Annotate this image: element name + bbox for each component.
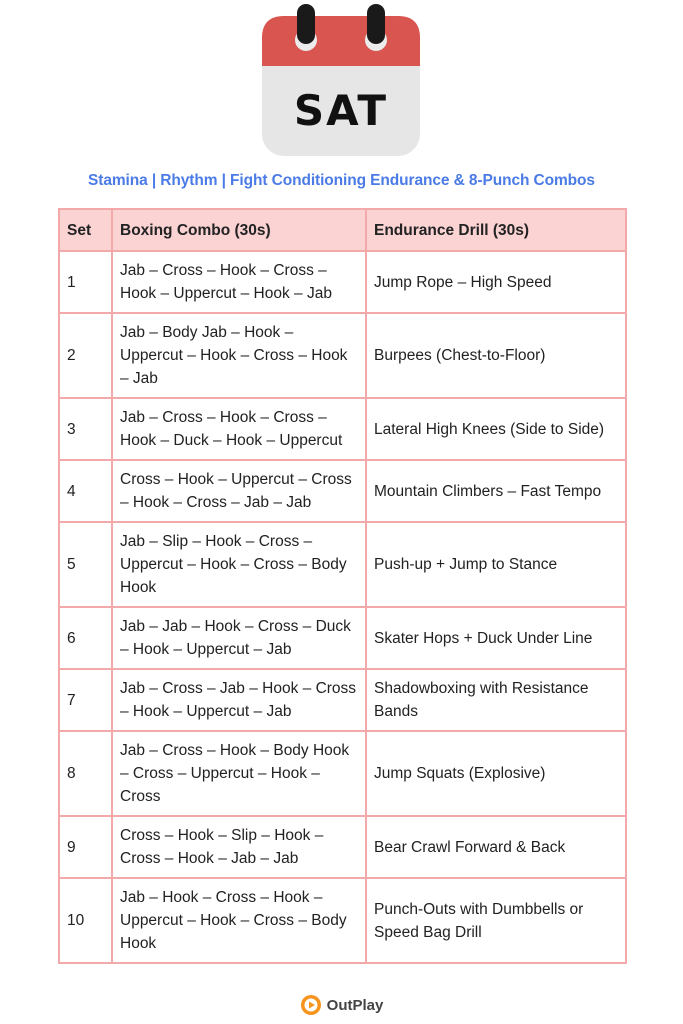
boxing-combo: Jab – Cross – Hook – Cross – Hook – Uppercut – Hook – Jab — [112, 251, 366, 313]
boxing-combo: Jab – Body Jab – Hook – Uppercut – Hook – Cross – Hook – Jab — [112, 313, 366, 398]
boxing-combo: Cross – Hook – Uppercut – Cross – Hook – Cross – Jab – Jab — [112, 460, 366, 522]
endurance-drill: Punch-Outs with Dumbbells or Speed Bag Drill — [366, 878, 626, 963]
boxing-combo: Jab – Cross – Hook – Cross – Hook – Duck – Hook – Uppercut — [112, 398, 366, 460]
table-row — [59, 607, 626, 669]
calendar-day: SAT — [293, 86, 389, 135]
set-number: 6 — [59, 607, 112, 669]
outplay-logo-icon — [300, 994, 322, 1016]
workout-table — [58, 208, 627, 964]
header-combo: Boxing Combo (30s) — [112, 209, 366, 251]
brand-name: OutPlay — [326, 996, 384, 1014]
endurance-drill: Jump Squats (Explosive) — [366, 731, 626, 816]
endurance-drill: Skater Hops + Duck Under Line — [366, 607, 626, 669]
table-header-row — [59, 209, 626, 251]
calendar-icon — [262, 4, 420, 156]
set-number: 4 — [59, 460, 112, 522]
endurance-drill: Burpees (Chest-to-Floor) — [366, 313, 626, 398]
set-number: 2 — [59, 313, 112, 398]
endurance-drill: Jump Rope – High Speed — [366, 251, 626, 313]
set-number: 1 — [59, 251, 112, 313]
endurance-drill: Mountain Climbers – Fast Tempo — [366, 460, 626, 522]
header-set: Set — [59, 209, 112, 251]
set-number: 7 — [59, 669, 112, 731]
footer — [0, 994, 683, 1016]
boxing-combo: Jab – Cross – Jab – Hook – Cross – Hook – Uppercut – Jab — [112, 669, 366, 731]
table-row — [59, 251, 626, 313]
set-number: 5 — [59, 522, 112, 607]
table-row — [59, 522, 626, 607]
set-number: 3 — [59, 398, 112, 460]
header-drill: Endurance Drill (30s) — [366, 209, 626, 251]
table-row — [59, 878, 626, 963]
table-row — [59, 669, 626, 731]
boxing-combo: Jab – Hook – Cross – Hook – Uppercut – Hook – Cross – Body Hook — [112, 878, 366, 963]
subtitle: Stamina | Rhythm | Fight Conditioning Endurance & 8-Punch Combos — [88, 172, 595, 189]
endurance-drill: Bear Crawl Forward & Back — [366, 816, 626, 878]
table-row — [59, 816, 626, 878]
boxing-combo: Jab – Jab – Hook – Cross – Duck – Hook – Uppercut – Jab — [112, 607, 366, 669]
table-row — [59, 460, 626, 522]
endurance-drill: Lateral High Knees (Side to Side) — [366, 398, 626, 460]
endurance-drill: Push-up + Jump to Stance — [366, 522, 626, 607]
boxing-combo: Jab – Cross – Hook – Body Hook – Cross – Uppercut – Hook – Cross — [112, 731, 366, 816]
table-row — [59, 731, 626, 816]
boxing-combo: Cross – Hook – Slip – Hook – Cross – Hook – Jab – Jab — [112, 816, 366, 878]
boxing-combo: Jab – Slip – Hook – Cross – Uppercut – Hook – Cross – Body Hook — [112, 522, 366, 607]
endurance-drill: Shadowboxing with Resistance Bands — [366, 669, 626, 731]
set-number: 8 — [59, 731, 112, 816]
set-number: 9 — [59, 816, 112, 878]
set-number: 10 — [59, 878, 112, 963]
table-row — [59, 398, 626, 460]
table-row — [59, 313, 626, 398]
